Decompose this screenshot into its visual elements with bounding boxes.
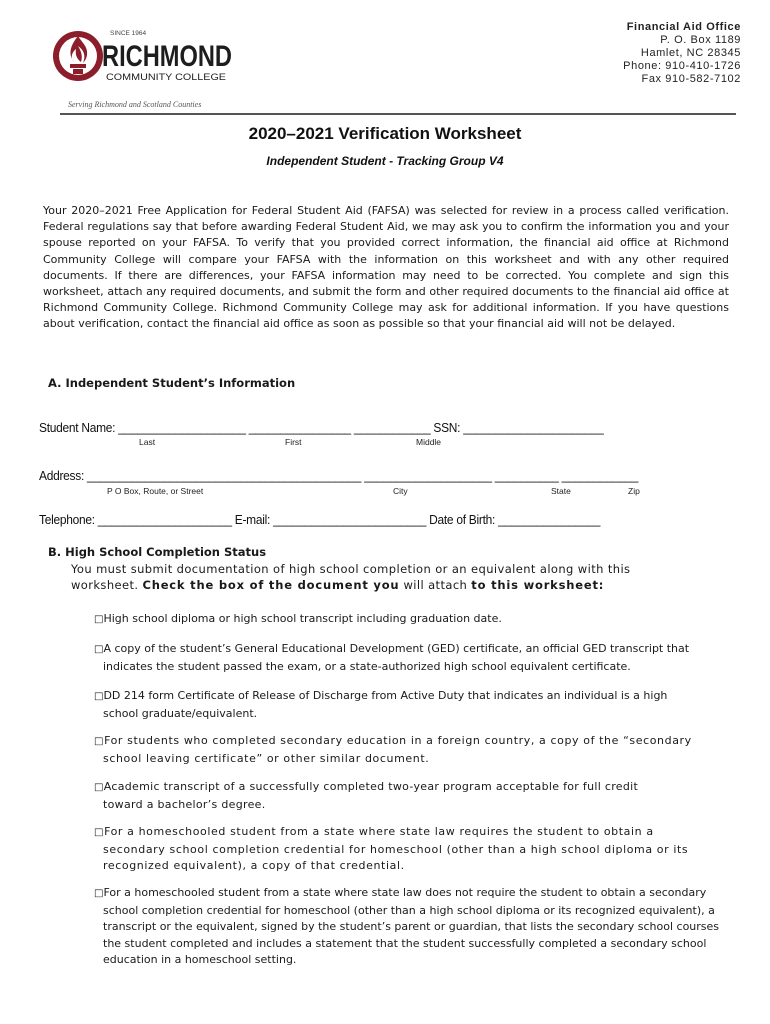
header-rule	[60, 113, 736, 115]
option-text: For a homeschooled student from a state where state law requires the student to obtain a	[104, 825, 654, 838]
option-text-cont: school completion credential for homeschool (other than a high school diploma or its recognized equivalent), a transcript or the equivalent, signed by the student’s parent or guardian, that lists the secondary school courses the student completed and includes a statement that the student successfully completed a secondary school education in a homeschool setting.	[103, 903, 720, 966]
office-line1: P. O. Box 1189	[660, 34, 741, 46]
checkbox-icon[interactable]: □	[94, 736, 105, 747]
logo-subname: COMMUNITY COLLEGE	[106, 72, 226, 82]
page-subtitle: Independent Student - Tracking Group V4	[266, 154, 504, 168]
page-title: 2020–2021 Verification Worksheet	[248, 124, 522, 143]
instr-bold-2: to this worksheet:	[471, 578, 605, 592]
option-homeschool-required[interactable]	[94, 824, 694, 875]
office-phone: Phone: 910-410-1726	[623, 60, 741, 72]
option-homeschool-not-required[interactable]	[94, 885, 734, 969]
option-text: High school diploma or high school transcript including graduation date.	[103, 612, 502, 625]
checkbox-icon[interactable]: □	[94, 614, 104, 625]
option-text-cont: school graduate/equivalent.	[103, 706, 258, 720]
option-text-cont: school leaving certificate” or other similar document.	[103, 751, 430, 765]
section-b-heading: B. High School Completion Status	[48, 545, 267, 559]
checkbox-icon[interactable]: □	[94, 888, 104, 899]
checkbox-icon[interactable]: □	[94, 691, 104, 702]
label-first: First	[285, 437, 302, 447]
option-foreign[interactable]	[94, 733, 734, 767]
option-hs-diploma[interactable]	[94, 611, 734, 629]
office-fax: Fax 910-582-7102	[641, 73, 741, 85]
label-zip: Zip	[628, 486, 640, 496]
option-text-cont: toward a bachelor’s degree.	[103, 797, 266, 811]
option-academic-transcript[interactable]	[94, 779, 734, 813]
checkbox-icon[interactable]: □	[94, 782, 104, 793]
option-text-cont: indicates the student passed the exam, or a state-authorized high school equivalent certificate.	[103, 659, 631, 673]
tagline: Serving Richmond and Scotland Counties	[68, 100, 202, 109]
label-middle: Middle	[416, 437, 442, 447]
option-text: A copy of the student’s General Educational Development (GED) certificate, an official GED transcript that	[103, 642, 690, 655]
intro-paragraph: Your 2020–2021 Free Application for Federal Student Aid (FAFSA) was selected for review in a process called verification. Federal regulations say that before awarding Federal Student Aid, we may ask you to confirm the information you and your spouse reported on your FAFSA. To verify that you provided correct information, the financial aid office at Richmond Community College will compare your FAFSA with the information on this worksheet and with any other required documents. If there are differences, your FAFSA information may need to be corrected. You complete and sign this worksheet, attach any required documents, and submit the form and other required documents to the financial aid office at Richmond Community College. Richmond Community College may ask for additional information. If you have questions about verification, contact the financial aid office as soon as possible so that your financial aid will not be delayed.	[43, 204, 729, 331]
label-last: Last	[139, 437, 156, 447]
office-address	[623, 21, 741, 86]
telephone-email-dob-line[interactable]: Telephone: _____________________ E-mail: ________________________ Date of Birth: ________________	[39, 512, 601, 527]
office-line2: Hamlet, NC 28345	[640, 47, 741, 59]
address-line[interactable]: Address: ___________________________________________ ____________________ __________ ____________	[39, 468, 639, 483]
section-a-heading: A. Independent Student’s Information	[48, 376, 296, 390]
student-name-line[interactable]: Student Name: ____________________ ________________ ____________ SSN: ______________________	[39, 420, 604, 435]
option-text: For a homeschooled student from a state where state law does not require the student to obtain a secondary	[103, 886, 707, 899]
college-logo	[50, 22, 240, 100]
option-ged[interactable]	[94, 641, 734, 675]
checkbox-icon[interactable]: □	[94, 644, 104, 655]
label-state: State	[551, 486, 571, 496]
option-text: Academic transcript of a successfully completed two-year program acceptable for full credit	[103, 780, 639, 793]
label-city: City	[393, 486, 408, 496]
instr-bold-1: Check the box of the document you	[142, 578, 400, 592]
logo-since: SINCE 1964	[110, 30, 147, 37]
option-text: For students who completed secondary education in a foreign country, a copy of the “secondary	[104, 734, 692, 747]
instr-text-1: You must submit documentation of high school completion or an equivalent along with this worksheet.	[71, 562, 631, 592]
checkbox-icon[interactable]: □	[94, 827, 105, 838]
option-text-cont: secondary school completion credential for homeschool (other than a high school diploma or its recognized equivalent), a copy of that credential.	[103, 842, 689, 872]
logo-name: RICHMOND	[102, 40, 232, 73]
instr-text-2: will attach	[399, 578, 472, 592]
label-street: P O Box, Route, or Street	[107, 486, 204, 496]
office-title: Financial Aid Office	[626, 21, 741, 33]
option-dd214[interactable]	[94, 688, 734, 722]
flame-emblem-icon	[50, 22, 240, 100]
option-text: DD 214 form Certificate of Release of Discharge from Active Duty that indicates an individual is a high	[103, 689, 668, 702]
section-b-instructions	[71, 561, 671, 593]
